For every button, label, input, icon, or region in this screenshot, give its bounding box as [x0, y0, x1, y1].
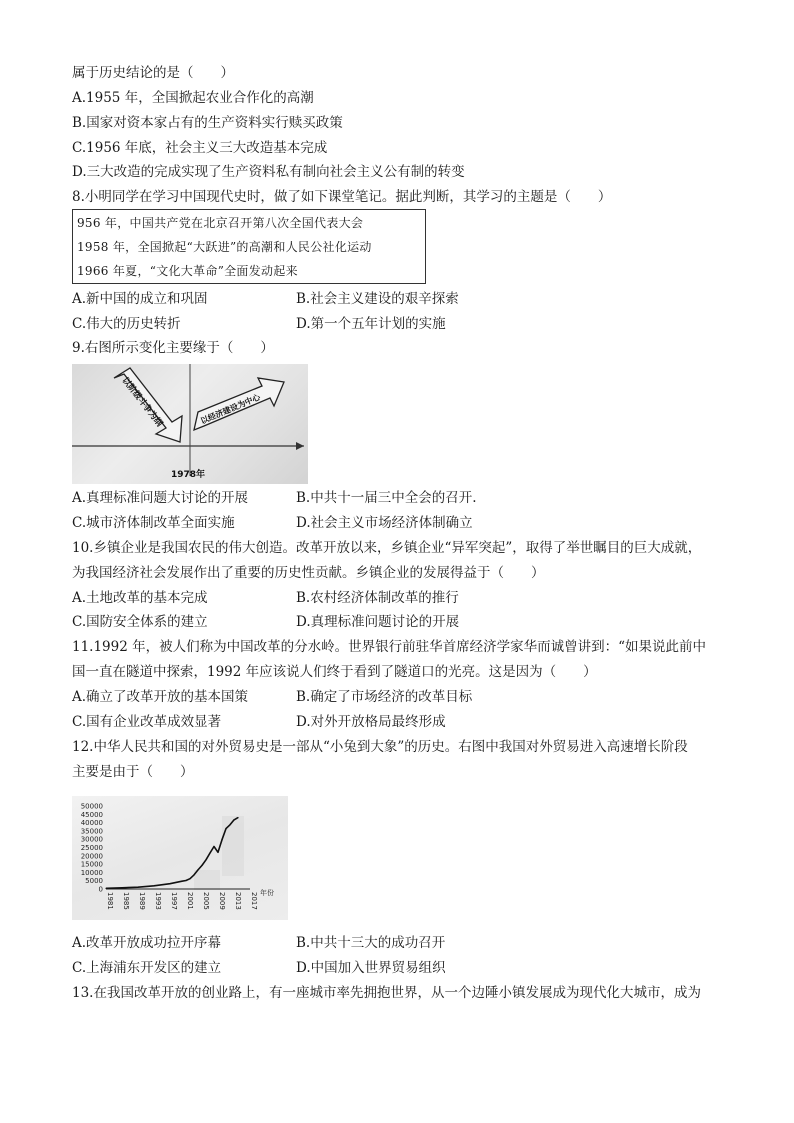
- x-tick-label: 1997: [170, 892, 178, 910]
- trade-chart-figure: [72, 796, 288, 920]
- series-point: [233, 819, 234, 820]
- y-tick-label: 15000: [80, 860, 103, 869]
- y-tick-label: 20000: [80, 852, 103, 861]
- series-point: [205, 859, 206, 860]
- q7-stem: 属于历史结论的是（ ）: [72, 65, 234, 81]
- q12-option-b: B.中共十三大的成功召开: [296, 935, 446, 951]
- x-tick-label: 1989: [138, 892, 146, 910]
- q12-option-c: C.上海浦东开发区的建立: [72, 960, 222, 976]
- series-point: [221, 839, 222, 840]
- q7-option-a: A.1955 年，全国掀起农业合作化的高潮: [72, 90, 314, 106]
- series-point: [169, 883, 170, 884]
- y-tick-label: 0: [98, 885, 103, 894]
- q10-option-a: A.土地改革的基本完成: [72, 590, 208, 606]
- q7-option-d: D.三大改造的完成实现了生产资料私有制向社会主义公有制的转变: [72, 164, 465, 180]
- q7-option-b: B.国家对资本家占有的生产资料实行赎买政策: [72, 115, 343, 131]
- y-tick-label: 35000: [80, 827, 103, 836]
- q11-stem-line-2: 国一直在隧道中探索，1992 年应该说人们终于看到了隧道口的光亮。这是因为（ ）: [72, 664, 597, 680]
- x-axis-label: 年份: [260, 889, 274, 897]
- q11-option-c: C.国有企业改革成效显著: [72, 714, 222, 730]
- q9-stem: 9.右图所示变化主要缘于（ ）: [72, 340, 274, 356]
- q11-stem-line-1: 11.1992 年，被人们称为中国改革的分水岭。世界银行前驻华首席经济学家华而诚曾讲到：“如果说此前中: [72, 639, 707, 655]
- q9-option-a: A.真理标准问题大讨论的开展: [72, 490, 249, 506]
- q11-option-b: B.确定了市场经济的改革目标: [296, 689, 473, 705]
- q10-stem-line-2: 为我国经济社会发展作出了重要的历史性贡献。乡镇企业的发展得益于（ ）: [72, 565, 545, 581]
- x-tick-label: 2009: [218, 892, 226, 910]
- left-arrow-label: 以阶级斗争为纲: [119, 375, 165, 429]
- x-tick-label: 2005: [202, 892, 210, 910]
- q8-stem: 8.小明同学在学习中国现代史时，做了如下课堂笔记。据此判断，其学习的主题是（ ）: [72, 189, 612, 205]
- x-tick-label: 1993: [154, 892, 162, 910]
- q8-option-d: D.第一个五年计划的实施: [296, 316, 446, 332]
- q12-stem-line-2: 主要是由于（ ）: [72, 764, 194, 780]
- y-tick-label: 5000: [85, 877, 103, 886]
- chart-shading-block: [222, 816, 244, 876]
- q10-option-c: C.国防安全体系的建立: [72, 614, 208, 630]
- series-point: [121, 887, 122, 888]
- class-notes-box: [72, 209, 426, 284]
- q11-option-a: A.确立了改革开放的基本国策: [72, 689, 249, 705]
- y-tick-label: 25000: [80, 844, 103, 852]
- q8-option-b: B.社会主义建设的艰辛探索: [296, 291, 459, 307]
- chart-shading-block: [194, 870, 220, 890]
- policy-shift-svg: [72, 364, 308, 484]
- policy-shift-figure: [72, 364, 308, 484]
- series-point: [237, 817, 238, 818]
- note-line-2: 1958 年，全国掀起“大跃进”的高潮和人民公社化运动: [77, 240, 372, 254]
- y-tick-label: 45000: [80, 810, 103, 819]
- q10-option-d: D.真理标准问题讨论的开展: [296, 614, 460, 630]
- year-1978-label: 1978年: [171, 470, 206, 480]
- series-point: [105, 888, 106, 889]
- q9-option-c: C.城市济体制改革全面实施: [72, 515, 235, 531]
- series-point: [209, 852, 210, 853]
- q10-stem-line-1: 10.乡镇企业是我国农民的伟大创造。改革开放以来，乡镇企业“异军突起”，取得了举世瞩目的巨大成就，: [72, 540, 702, 556]
- note-line-3: 1966 年夏，“文化大革命”全面发动起来: [77, 264, 298, 278]
- y-tick-label: 30000: [80, 835, 103, 844]
- x-tick-label: 1985: [122, 892, 130, 910]
- x-tick-label: 2017: [250, 892, 258, 910]
- series-point: [201, 865, 202, 866]
- series-point: [189, 878, 190, 879]
- q10-option-b: B.农村经济体制改革的推行: [296, 590, 459, 606]
- series-point: [137, 887, 138, 888]
- left-arrow: [114, 368, 182, 442]
- x-tick-label: 2001: [186, 892, 194, 910]
- q8-option-a: A.新中国的成立和巩固: [72, 291, 208, 307]
- timeline-arrowhead: [296, 442, 304, 450]
- q9-option-b: B.中共十一届三中全会的召开.: [296, 490, 477, 506]
- series-point: [153, 885, 154, 886]
- series-point: [225, 828, 226, 829]
- y-tick-label: 40000: [80, 819, 103, 828]
- q12-option-a: A.改革开放成功拉开序幕: [72, 935, 222, 951]
- trade-line-chart: [72, 796, 288, 920]
- note-line-1: 956 年，中国共产党在北京召开第八次全国代表大会: [77, 216, 364, 230]
- q8-option-c: C.伟大的历史转折: [72, 316, 181, 332]
- q12-stem-line-1: 12.中华人民共和国的对外贸易史是一部从“小兔到大象”的历史。右图中我国对外贸易进入高速增长阶段: [72, 739, 688, 755]
- series-point: [193, 874, 194, 875]
- right-arrow-label: 以经济建设为中心: [199, 392, 262, 426]
- series-point: [229, 824, 230, 825]
- q9-option-d: D.社会主义市场经济体制确立: [296, 515, 473, 531]
- series-point: [213, 846, 214, 847]
- right-arrow: [194, 378, 284, 430]
- x-tick-label: 1981: [106, 892, 114, 910]
- y-tick-label: 10000: [80, 868, 103, 877]
- series-point: [185, 880, 186, 881]
- series-point: [197, 869, 198, 870]
- x-tick-label: 2013: [234, 892, 242, 910]
- q7-option-c: C.1956 年底，社会主义三大改造基本完成: [72, 140, 328, 156]
- q12-option-d: D.中国加入世界贸易组织: [296, 960, 446, 976]
- series-point: [181, 881, 182, 882]
- q11-option-d: D.对外开放格局最终形成: [296, 714, 446, 730]
- q13-stem: 13.在我国改革开放的创业路上，有一座城市率先拥抱世界，从一个边陲小镇发展成为现代化大城市，成为: [72, 985, 701, 1001]
- series-point: [217, 852, 218, 853]
- y-tick-label: 50000: [80, 802, 103, 811]
